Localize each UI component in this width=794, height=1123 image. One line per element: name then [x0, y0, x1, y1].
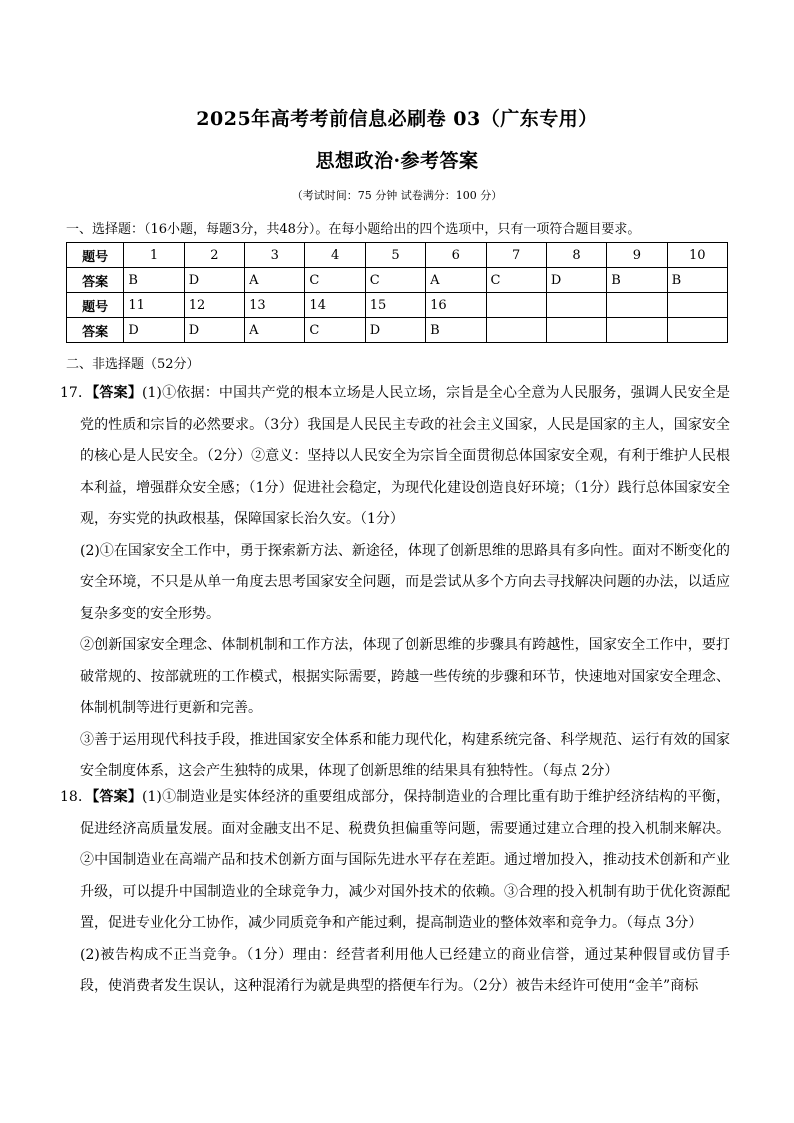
table-cell: [486, 293, 546, 318]
row-label-answer: 答案: [67, 318, 124, 343]
table-cell: 7: [486, 243, 546, 268]
table-cell: 10: [667, 243, 727, 268]
table-cell: 11: [124, 293, 184, 318]
table-cell: 9: [607, 243, 667, 268]
table-row: [67, 268, 728, 293]
table-cell: D: [365, 318, 425, 343]
answer-paragraph: [60, 378, 730, 536]
table-cell: 14: [305, 293, 365, 318]
table-cell: B: [426, 318, 486, 343]
section-heading-choice: 一、选择题：（16小题，每题3分，共48分）。在每小题给出的四个选项中，只有一项符合题目要求。: [66, 222, 641, 237]
answer-paragraph: (2)①在国家安全工作中，勇于探索新方法、新途径，体现了创新思维的思路具有多向性。面对不断变化的安全环境，不只是从单一角度去思考国家安全问题，而是尝试从多个方向去寻找解决问题的办法，以适应复杂多变的安全形势。: [80, 542, 730, 622]
page-title: 2025年高考考前信息必刷卷 03（广东专用）: [196, 108, 598, 130]
table-row: [67, 318, 728, 343]
table-cell: C: [305, 268, 365, 293]
answer-paragraph: (2)被告构成不正当竞争。（1分）理由：经营者利用他人已经建立的商业信誉，通过某种假冒或仿冒手段，使消费者发生误认，这种混淆行为就是典型的搭便车行为。（2分）被告未经许可使用“金羊”商标: [80, 946, 730, 994]
answer-text: (1)①制造业是实体经济的重要组成部分，保持制造业的合理比重有助于维护经济结构的平衡，促进经济高质量发展。面对金融支出不足、税费负担偏重等问题，需要通过建立合理的投入机制来解决。②中国制造业在高端产品和技术创新方面与国际先进水平存在差距。通过增加投入，推动技术创新和产业升级，可以提升中国制造业的全球竞争力，减少对国外技术的依赖。③合理的投入机制有助于优化资源配置，促进专业化分工协作，减少同质竞争和产能过剩，提高制造业的整体效率和竞争力。（每点 3分）: [80, 789, 730, 931]
table-cell: [667, 318, 727, 343]
table-cell: D: [184, 318, 244, 343]
answer-paragraph: ③善于运用现代科技手段，推进国家安全体系和能力现代化，构建系统完备、科学规范、运行有效的国家安全制度体系，这会产生独特的成果，体现了创新思维的结果具有独特性。（每点 2分）: [80, 731, 730, 779]
page-subtitle: 思想政治·参考答案: [315, 150, 479, 172]
table-cell: [607, 293, 667, 318]
row-label-number: 题号: [67, 243, 124, 268]
table-cell: 2: [184, 243, 244, 268]
table-cell: [667, 293, 727, 318]
question-17-answer: [60, 378, 730, 788]
table-cell: B: [607, 268, 667, 293]
table-cell: [546, 293, 606, 318]
table-cell: [486, 318, 546, 343]
table-cell: D: [546, 268, 606, 293]
table-cell: 15: [365, 293, 425, 318]
table-cell: [546, 318, 606, 343]
table-row: [67, 293, 728, 318]
table-cell: 6: [426, 243, 486, 268]
table-row: [67, 243, 728, 268]
exam-info: （考试时间：75 分钟 试卷满分：100 分）: [291, 189, 503, 202]
table-cell: 8: [546, 243, 606, 268]
table-cell: B: [124, 268, 184, 293]
table-cell: 12: [184, 293, 244, 318]
answer-tag: 【答案】: [92, 385, 143, 401]
answer-paragraph: ②创新国家安全理念、体制机制和工作方法，体现了创新思维的步骤具有跨越性，国家安全工作中，要打破常规的、按部就班的工作模式，根据实际需要，跨越一些传统的步骤和环节，快速地对国家安全理念、体制机制等进行更新和完善。: [80, 637, 730, 716]
answer-table: [66, 242, 728, 343]
question-18-answer: [60, 782, 730, 1003]
table-cell: C: [305, 318, 365, 343]
row-label-number: 题号: [67, 293, 124, 318]
table-cell: D: [184, 268, 244, 293]
table-cell: A: [245, 268, 305, 293]
answer-tag: 【答案】: [92, 789, 143, 805]
table-cell: 13: [245, 293, 305, 318]
table-cell: A: [426, 268, 486, 293]
table-cell: D: [124, 318, 184, 343]
table-cell: B: [667, 268, 727, 293]
section-heading-nonchoice: 二、非选择题（52分）: [66, 357, 200, 372]
table-cell: 16: [426, 293, 486, 318]
table-cell: 3: [245, 243, 305, 268]
table-cell: A: [245, 318, 305, 343]
table-cell: 4: [305, 243, 365, 268]
question-number: 18．: [60, 789, 93, 805]
answer-paragraph: [60, 782, 730, 940]
table-cell: 5: [365, 243, 425, 268]
question-number: 17．: [60, 385, 93, 401]
table-cell: C: [365, 268, 425, 293]
row-label-answer: 答案: [67, 268, 124, 293]
answer-text: (1)①依据：中国共产党的根本立场是人民立场，宗旨是全心全意为人民服务，强调人民安全是党的性质和宗旨的必然要求。（3分）我国是人民民主专政的社会主义国家，人民是国家的主人，国家安全的核心是人民安全。（2分）②意义：坚持以人民安全为宗旨全面贯彻总体国家安全观，有利于维护人民根本利益，增强群众安全感；（1分）促进社会稳定，为现代化建设创造良好环境；（1分）践行总体国家安全观，夯实党的执政根基，保障国家长治久安。（1分）: [80, 385, 730, 527]
table-cell: [607, 318, 667, 343]
table-cell: C: [486, 268, 546, 293]
table-cell: 1: [124, 243, 184, 268]
